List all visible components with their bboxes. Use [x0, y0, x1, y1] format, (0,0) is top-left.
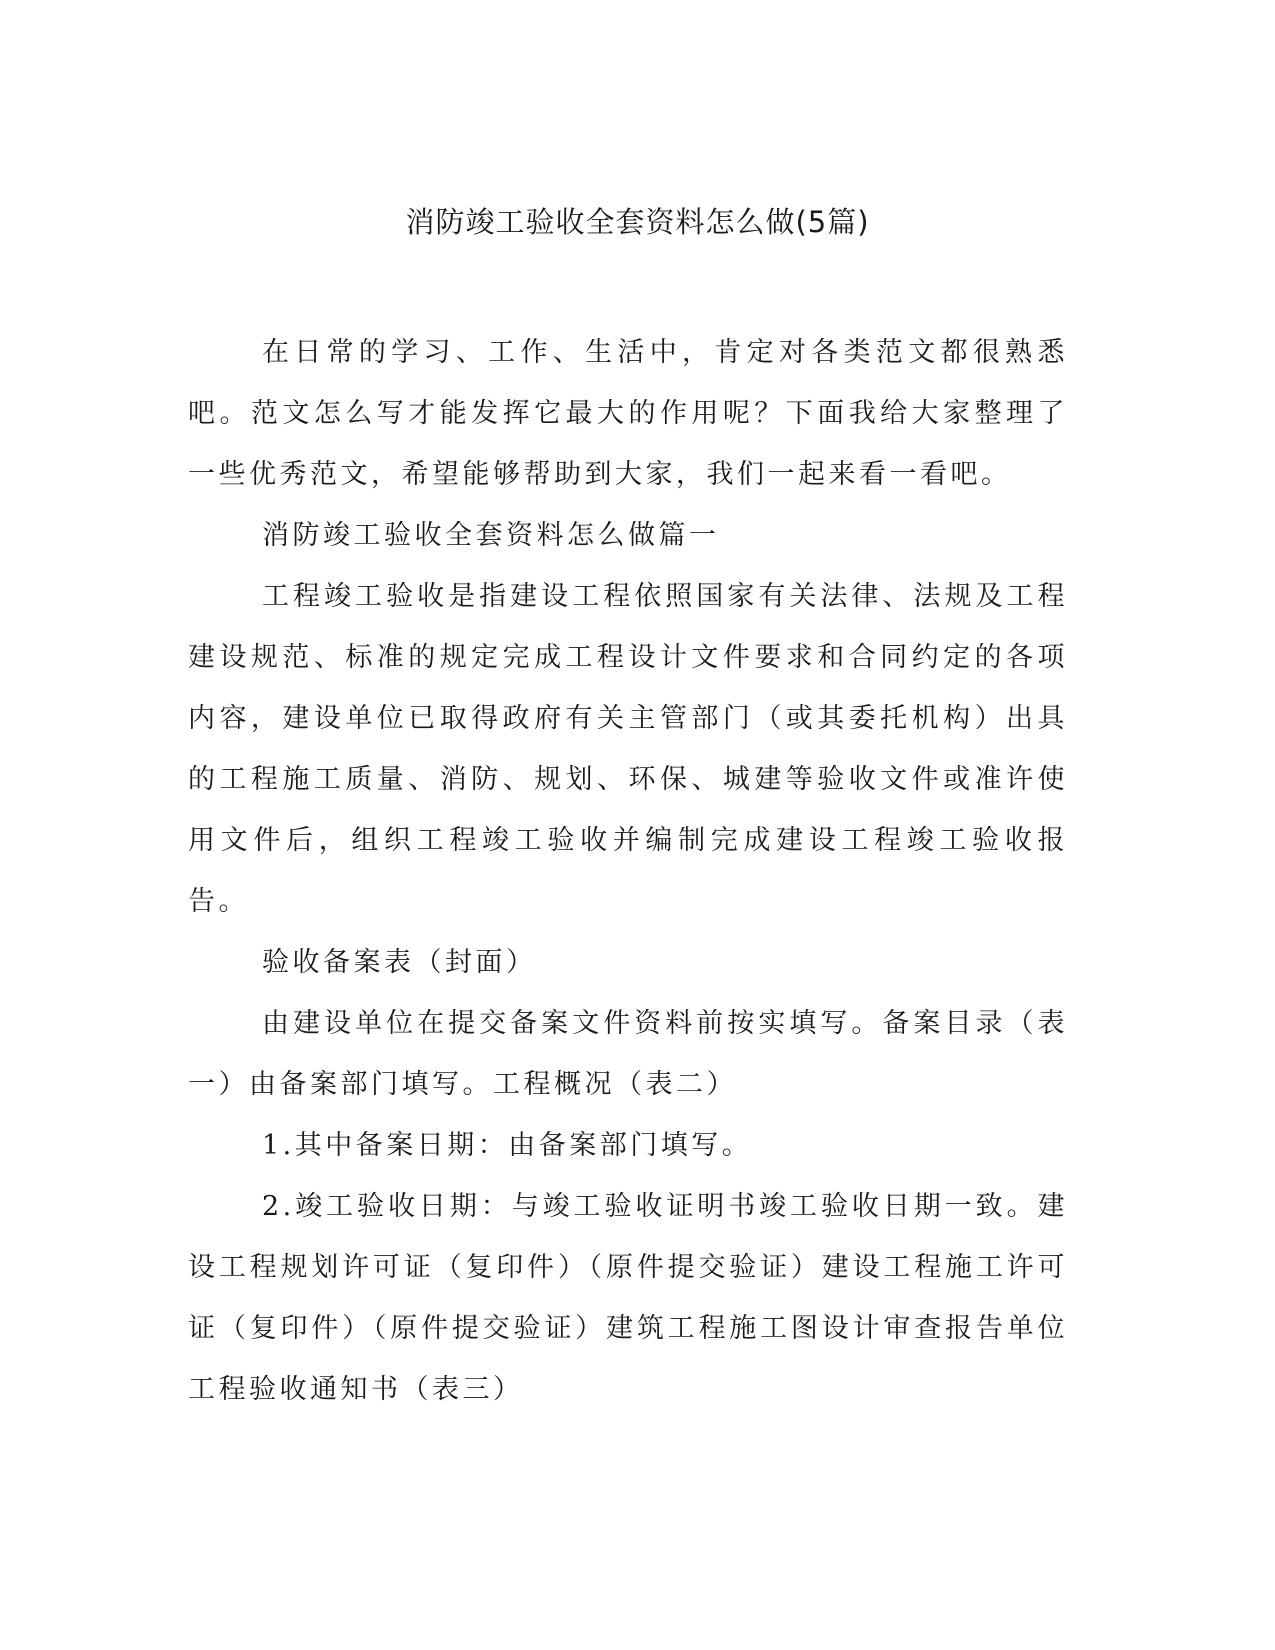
fill-instructions-paragraph: 由建设单位在提交备案文件资料前按实填写。备案目录（表一）由备案部门填写。工程概况（表二）: [188, 1008, 1068, 1100]
document-body: [188, 322, 1068, 1420]
list-item-1: 1.其中备案日期：由备案部门填写。: [262, 1130, 753, 1161]
list-item-2: 2.竣工验收日期：与竣工验收证明书竣工验收日期一致。建设工程规划许可证（复印件）（原件提交验证）建设工程施工许可证（复印件）（原件提交验证）建筑工程施工图设计审查报告单位工程验收通知书（表三）: [188, 1191, 1068, 1405]
intro-paragraph: 在日常的学习、工作、生活中，肯定对各类范文都很熟悉吧。范文怎么写才能发挥它最大的作用呢？下面我给大家整理了一些优秀范文，希望能够帮助到大家，我们一起来看一看吧。: [188, 337, 1068, 490]
cover-heading: 验收备案表（封面）: [262, 947, 537, 978]
section-heading-part-one: 消防竣工验收全套资料怎么做篇一: [262, 520, 720, 551]
document-title: 消防竣工验收全套资料怎么做(5篇): [405, 205, 870, 239]
definition-paragraph: 工程竣工验收是指建设工程依照国家有关法律、法规及工程建设规范、标准的规定完成工程设计文件要求和合同约定的各项内容，建设单位已取得政府有关主管部门（或其委托机构）出具的工程施工质量、消防、规划、环保、城建等验收文件或准许使用文件后，组织工程竣工验收并编制完成建设工程竣工验收报告。: [188, 581, 1068, 917]
